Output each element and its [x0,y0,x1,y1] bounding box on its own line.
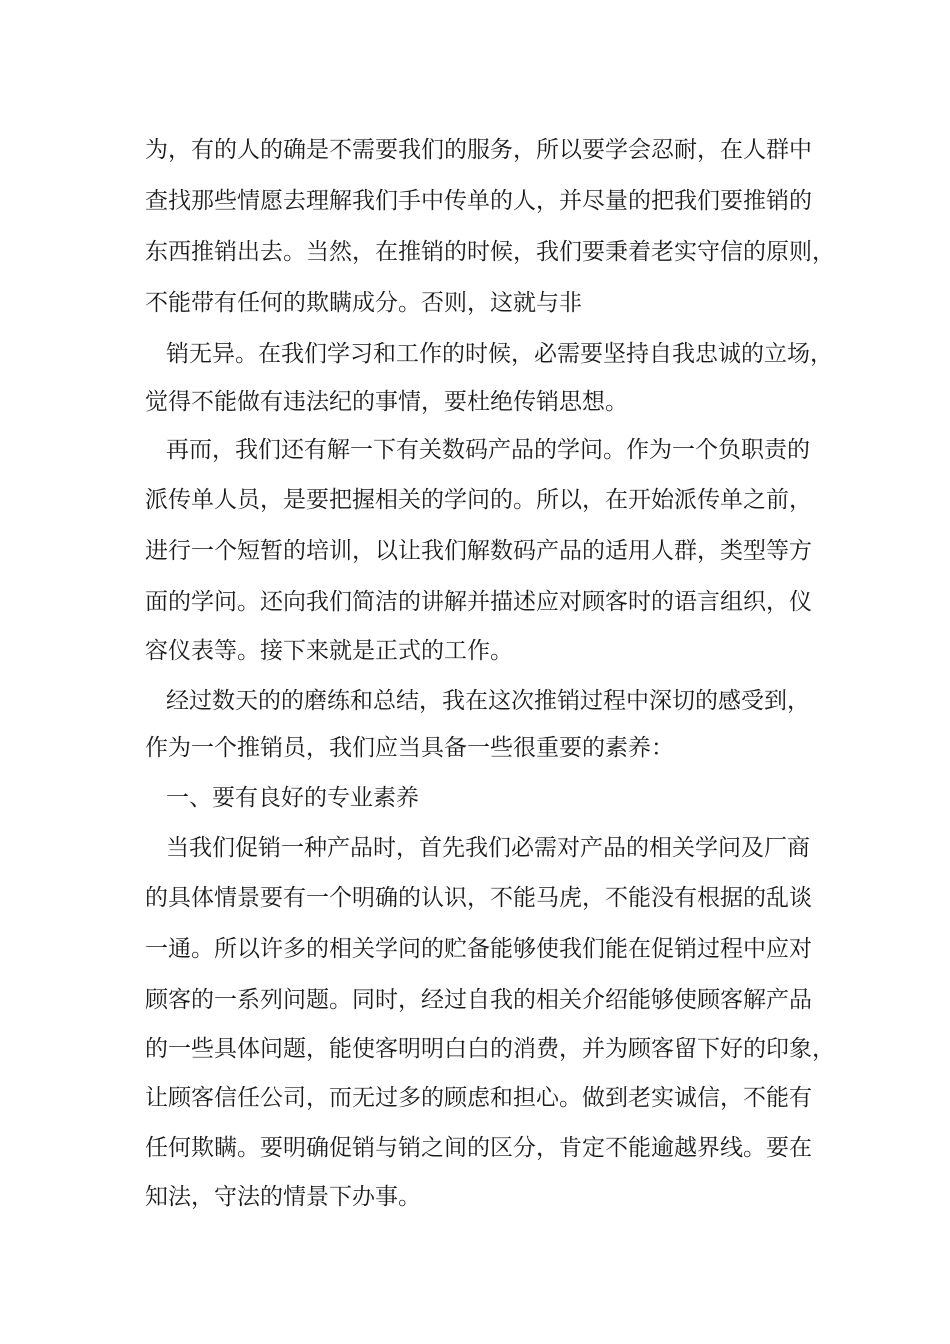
text-line: 的一些具体问题，能使客明明白白的消费，并为顾客留下好的印象， [145,1036,835,1062]
text-line: 一通。所以许多的相关学问的贮备能够使我们能在促销过程中应对 [145,936,812,962]
text-line: 进行一个短暂的培训，以让我们解数码产品的适用人群，类型等方 [145,538,812,564]
text-line: 的具体情景要有一个明确的认识，不能马虎，不能没有根据的乱谈 [145,885,812,911]
section-heading: 一、要有良好的专业素养 [166,785,419,811]
text-line: 知法，守法的情景下办事。 [145,1184,421,1210]
text-line: 容仪表等。接下来就是正式的工作。 [145,638,513,664]
text-line: 查找那些情愿去理解我们手中传单的人，并尽量的把我们要推销的 [145,188,812,214]
text-line: 再而，我们还有解一下有关数码产品的学问。作为一个负职责的 [166,437,810,463]
text-line: 作为一个推销员，我们应当具备一些很重要的素养： [145,735,674,761]
text-line: 为，有的人的确是不需要我们的服务，所以要学会忍耐，在人群中 [145,137,812,163]
text-line: 销无异。在我们学习和工作的时候，必需要坚持自我忠诚的立场， [166,341,833,367]
text-line: 当我们促销一种产品时，首先我们必需对产品的相关学问及厂商 [166,835,810,861]
text-line: 东西推销出去。当然，在推销的时候，我们要秉着老实守信的原则， [145,239,835,265]
text-line: 任何欺瞒。要明确促销与销之间的区分，肯定不能逾越界线。要在 [145,1135,812,1161]
text-line: 派传单人员，是要把握相关的学问的。所以，在开始派传单之前， [145,487,812,513]
text-line: 让顾客信任公司，而无过多的顾虑和担心。做到老实诚信，不能有 [145,1085,812,1111]
text-line: 面的学问。还向我们简洁的讲解并描述应对顾客时的语言组织，仪 [145,589,812,615]
text-line: 不能带有任何的欺瞒成分。否则，这就与非 [145,290,582,316]
text-line: 顾客的一系列问题。同时，经过自我的相关介绍能够使顾客解产品 [145,987,812,1013]
text-line: 觉得不能做有违法纪的事情，要杜绝传销思想。 [145,389,628,415]
text-line: 经过数天的的磨练和总结，我在这次推销过程中深切的感受到， [166,688,810,714]
